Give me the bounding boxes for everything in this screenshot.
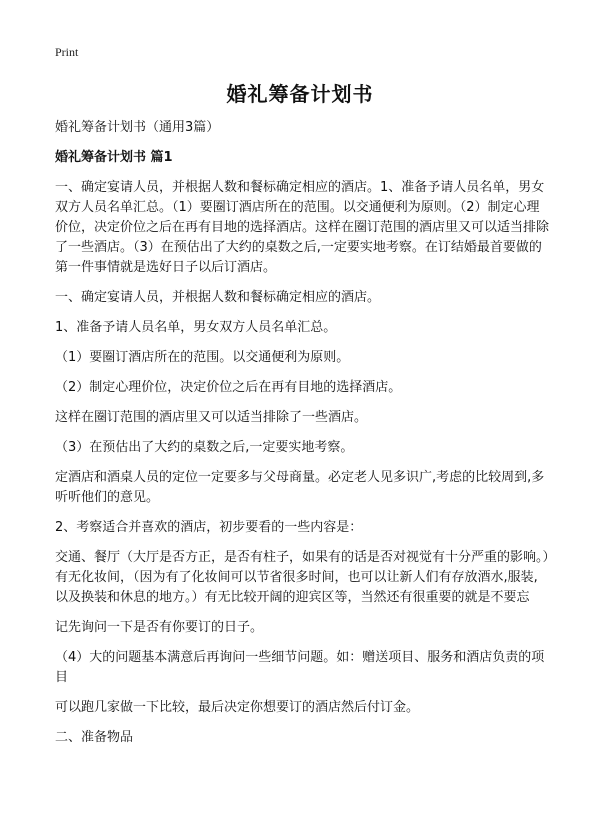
paragraph: 交通、餐厅（大厅是否方正，是否有柱子，如果有的话是否对视觉有十分严重的影响。）有无化妆间，（因为有了化妆间可以节省很多时间，也可以让新人们有存放酒水,服装,以及换装和休息的地方。）有无比较开阔的迎宾区等，当然还有很重要的就是不要忘 [55,550,550,605]
paragraph: 2、考察适合并喜欢的酒店，初步要看的一些内容是： [55,520,363,535]
document-title: 婚礼筹备计划书 [226,82,374,106]
paragraph: 1、准备予请人员名单，男女双方人员名单汇总。 [55,320,337,335]
paragraph: （4）大的问题基本满意后再询问一些细节问题。如：赠送项目、服务和酒店负责的项目 [55,650,545,685]
document-body [55,118,550,758]
paragraph: （1）要圈订酒店所在的范围。以交通便利为原则。 [55,350,350,365]
paragraph: 一、确定宴请人员，并根据人数和餐标确定相应的酒店。 [55,290,381,305]
paragraph: 记先询问一下是否有你要订的日子。 [55,620,264,635]
section-heading: 婚礼筹备计划书 篇1 [55,150,173,165]
paragraph: 这样在圈订范围的酒店里又可以适当排除了一些酒店。 [55,410,368,425]
paragraph: 定酒店和酒桌人员的定位一定要多与父母商量。必定老人见多识广,考虑的比较周到,多听听他们的意见。 [55,470,545,505]
paragraph: （2）制定心理价位，决定价位之后在再有目地的选择酒店。 [55,380,402,395]
print-link[interactable]: Print [55,45,79,59]
paragraph: 一、确定宴请人员，并根据人数和餐标确定相应的酒店。1、准备予请人员名单，男女双方人员名单汇总。（1）要圈订酒店所在的范围。以交通便利为原则。（2）制定心理价位，决定价位之后在再有目地的选择酒店。这样在圈订范围的酒店里又可以适当排除了一些酒店。（3）在预估出了大约的桌数之后,一定要实地考察。在订结婚最首要做的第一件事情就是选好日子以后订酒店。 [55,180,550,275]
document-subtitle: 婚礼筹备计划书（通用3篇） [55,120,220,135]
paragraph: 可以跑几家做一下比较，最后决定你想要订的酒店然后付订金。 [55,700,420,715]
paragraph: 二、准备物品 [55,730,134,745]
paragraph: （3）在预估出了大约的桌数之后,一定要实地考察。 [55,440,354,455]
